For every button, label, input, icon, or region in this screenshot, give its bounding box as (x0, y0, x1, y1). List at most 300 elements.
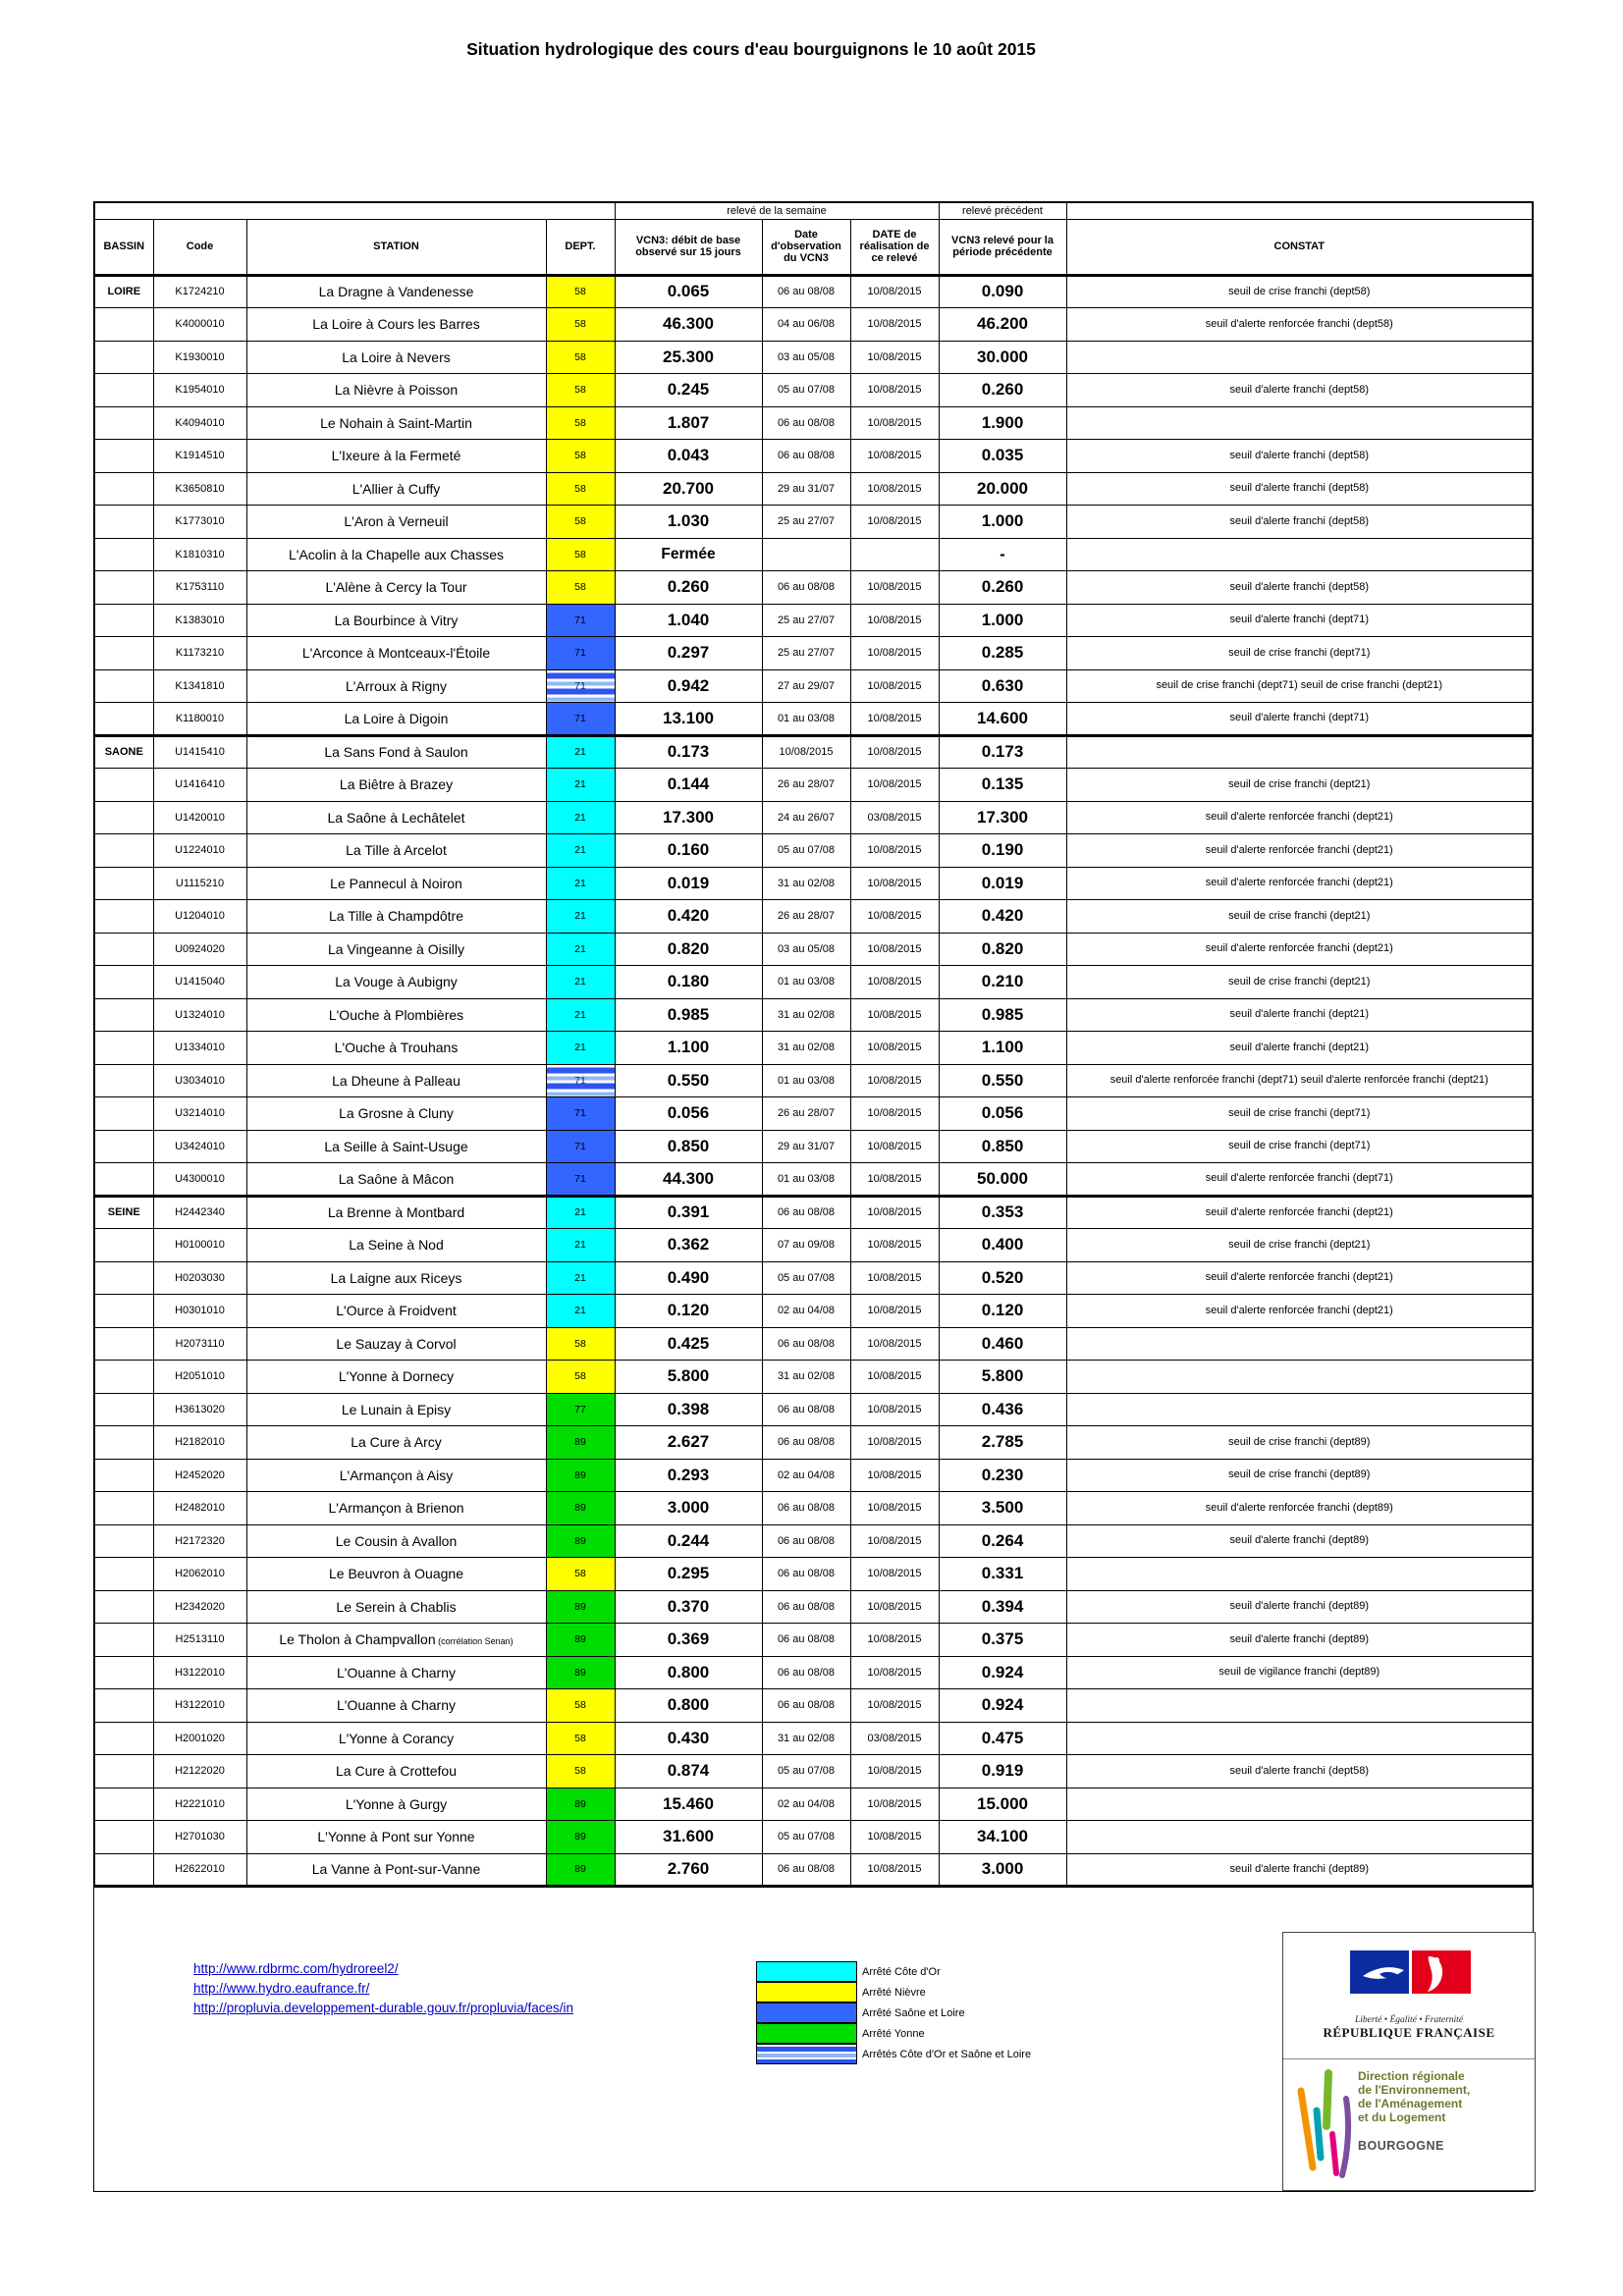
legend-swatch (756, 2023, 857, 2044)
date-real-cell: 10/08/2015 (850, 769, 939, 802)
table-row (94, 1064, 1533, 1097)
dept-cell: 21 (546, 966, 615, 999)
table-row (94, 1788, 1533, 1821)
table-row (94, 1524, 1533, 1558)
code-cell: U3214010 (153, 1097, 246, 1131)
dept-cell: 21 (546, 834, 615, 868)
vcn3-cell: 0.425 (615, 1327, 762, 1361)
dept-cell: 21 (546, 735, 615, 769)
code-cell: H3122010 (153, 1656, 246, 1689)
date-real-cell: 10/08/2015 (850, 966, 939, 999)
date-obs-cell: 06 au 08/08 (762, 1656, 850, 1689)
date-obs-cell: 01 au 03/08 (762, 1163, 850, 1197)
table-row (94, 1097, 1533, 1131)
legend-row (756, 1961, 1031, 1982)
constat-cell: seuil d'alerte renforcée franchi (dept58) (1066, 308, 1533, 342)
legend-swatch (756, 2002, 857, 2023)
vcn3-cell: 0.295 (615, 1558, 762, 1591)
station-cell: La Dheune à Palleau (246, 1064, 546, 1097)
table-row (94, 703, 1533, 736)
dept-cell: 21 (546, 1229, 615, 1262)
date-real-cell: 10/08/2015 (850, 1656, 939, 1689)
vcn3-cell: 0.800 (615, 1656, 762, 1689)
table-row (94, 1032, 1533, 1065)
bassin-cell (94, 867, 153, 900)
code-cell: H2122020 (153, 1755, 246, 1789)
dept-cell: 71 (546, 1130, 615, 1163)
station-cell: L'Aron à Verneuil (246, 506, 546, 539)
code-cell: H2172320 (153, 1524, 246, 1558)
date-obs-cell: 29 au 31/07 (762, 472, 850, 506)
code-cell: K4094010 (153, 406, 246, 440)
date-real-cell: 10/08/2015 (850, 703, 939, 736)
date-obs-cell: 06 au 08/08 (762, 1853, 850, 1887)
code-cell: U1204010 (153, 900, 246, 934)
dept-cell: 89 (546, 1624, 615, 1657)
bassin-cell (94, 1393, 153, 1426)
vcn3-cell: 0.019 (615, 867, 762, 900)
vcn3-prev-cell: 0.520 (939, 1261, 1066, 1295)
station-cell: La Loire à Digoin (246, 703, 546, 736)
date-real-cell: 10/08/2015 (850, 406, 939, 440)
station-cell: La Tille à Arcelot (246, 834, 546, 868)
vcn3-cell: Fermée (615, 538, 762, 571)
bassin-cell (94, 1689, 153, 1723)
dept-cell: 58 (546, 406, 615, 440)
vcn3-prev-cell: 34.100 (939, 1821, 1066, 1854)
code-cell: U1334010 (153, 1032, 246, 1065)
constat-cell: seuil de crise franchi (dept71) (1066, 1097, 1533, 1131)
logos-box (1282, 1932, 1536, 2191)
code-cell: H2062010 (153, 1558, 246, 1591)
legend-label: Arrêté Côte d'Or (862, 1965, 941, 1978)
date-obs-cell: 31 au 02/08 (762, 1722, 850, 1755)
date-real-cell: 10/08/2015 (850, 867, 939, 900)
table-row (94, 637, 1533, 670)
vcn3-prev-cell: 50.000 (939, 1163, 1066, 1197)
constat-cell: seuil de crise franchi (dept21) (1066, 769, 1533, 802)
table-row (94, 1459, 1533, 1492)
bassin-cell (94, 1590, 153, 1624)
bassin-cell (94, 1361, 153, 1394)
date-obs-cell: 03 au 05/08 (762, 341, 850, 374)
code-cell: H2051010 (153, 1361, 246, 1394)
dept-cell: 21 (546, 867, 615, 900)
vcn3-prev-cell: 0.120 (939, 1295, 1066, 1328)
bassin-cell (94, 1426, 153, 1460)
dept-cell: 89 (546, 1656, 615, 1689)
station-cell: L'Allier à Cuffy (246, 472, 546, 506)
dept-cell: 58 (546, 341, 615, 374)
table-row (94, 1853, 1533, 1887)
vcn3-prev-cell: 0.400 (939, 1229, 1066, 1262)
vcn3-cell: 3.000 (615, 1492, 762, 1525)
dept-cell: 71 (546, 1064, 615, 1097)
constat-cell: seuil d'alerte renforcée franchi (dept21) (1066, 834, 1533, 868)
date-obs-cell (762, 538, 850, 571)
dept-cell: 21 (546, 801, 615, 834)
date-obs-cell: 06 au 08/08 (762, 1524, 850, 1558)
header-constat: CONSTAT (1066, 219, 1533, 275)
vcn3-cell: 0.144 (615, 769, 762, 802)
station-cell: La Sans Fond à Saulon (246, 735, 546, 769)
station-cell: La Bourbince à Vitry (246, 604, 546, 637)
dreal-line: Direction régionale (1358, 2069, 1465, 2083)
vcn3-cell: 1.030 (615, 506, 762, 539)
date-obs-cell: 26 au 28/07 (762, 769, 850, 802)
date-obs-cell: 06 au 08/08 (762, 1426, 850, 1460)
bassin-cell (94, 900, 153, 934)
vcn3-prev-cell: - (939, 538, 1066, 571)
constat-cell: seuil d'alerte renforcée franchi (dept21) (1066, 1295, 1533, 1328)
vcn3-prev-cell: 0.230 (939, 1459, 1066, 1492)
vcn3-prev-cell: 1.100 (939, 1032, 1066, 1065)
table-row (94, 1624, 1533, 1657)
code-cell: K1930010 (153, 341, 246, 374)
date-real-cell: 10/08/2015 (850, 1261, 939, 1295)
bassin-cell (94, 933, 153, 966)
station-cell: La Saône à Mâcon (246, 1163, 546, 1197)
footer-link[interactable]: http://propluvia.developpement-durable.gouv.fr/propluvia/faces/in (193, 2001, 573, 2015)
date-obs-cell: 31 au 02/08 (762, 867, 850, 900)
date-real-cell: 10/08/2015 (850, 1624, 939, 1657)
date-obs-cell: 06 au 08/08 (762, 1689, 850, 1723)
dept-cell: 89 (546, 1426, 615, 1460)
bassin-cell (94, 341, 153, 374)
dept-cell: 58 (546, 1689, 615, 1723)
header-bassin: BASSIN (94, 219, 153, 275)
bassin-cell (94, 1064, 153, 1097)
constat-cell (1066, 1689, 1533, 1723)
date-real-cell: 10/08/2015 (850, 1130, 939, 1163)
constat-cell (1066, 1722, 1533, 1755)
table-row (94, 308, 1533, 342)
code-cell: U0924020 (153, 933, 246, 966)
constat-cell: seuil d'alerte renforcée franchi (dept89) (1066, 1492, 1533, 1525)
table-row (94, 867, 1533, 900)
date-obs-cell: 06 au 08/08 (762, 1590, 850, 1624)
vcn3-cell: 44.300 (615, 1163, 762, 1197)
table-row (94, 769, 1533, 802)
date-obs-cell: 06 au 08/08 (762, 1327, 850, 1361)
vcn3-prev-cell: 0.090 (939, 275, 1066, 308)
date-real-cell: 10/08/2015 (850, 637, 939, 670)
constat-cell (1066, 1788, 1533, 1821)
code-cell: K4000010 (153, 308, 246, 342)
vcn3-prev-cell: 0.331 (939, 1558, 1066, 1591)
code-cell: H2701030 (153, 1821, 246, 1854)
date-real-cell: 10/08/2015 (850, 1163, 939, 1197)
date-obs-cell: 01 au 03/08 (762, 1064, 850, 1097)
footer-link[interactable]: http://www.hydro.eaufrance.fr/ (193, 1981, 370, 1996)
date-real-cell: 10/08/2015 (850, 1492, 939, 1525)
date-obs-cell: 01 au 03/08 (762, 703, 850, 736)
vcn3-cell: 1.807 (615, 406, 762, 440)
code-cell: U1224010 (153, 834, 246, 868)
table-row (94, 801, 1533, 834)
bassin-cell (94, 538, 153, 571)
station-cell: Le Sauzay à Corvol (246, 1327, 546, 1361)
french-flag-icon (1335, 1950, 1483, 2015)
station-cell: La Brenne à Montbard (246, 1196, 546, 1229)
table-row (94, 1590, 1533, 1624)
vcn3-cell: 0.550 (615, 1064, 762, 1097)
vcn3-cell: 0.985 (615, 998, 762, 1032)
date-obs-cell: 10/08/2015 (762, 735, 850, 769)
date-obs-cell: 01 au 03/08 (762, 966, 850, 999)
table-row (94, 1130, 1533, 1163)
vcn3-prev-cell: 2.785 (939, 1426, 1066, 1460)
date-obs-cell: 04 au 06/08 (762, 308, 850, 342)
date-real-cell: 10/08/2015 (850, 1426, 939, 1460)
station-note: (corrélation Senan) (435, 1636, 514, 1647)
vcn3-cell: 17.300 (615, 801, 762, 834)
station-cell: Le Tholon à Champvallon (corrélation Senan) (246, 1624, 546, 1657)
dept-cell: 58 (546, 275, 615, 308)
vcn3-prev-cell: 0.850 (939, 1130, 1066, 1163)
vcn3-cell: 0.420 (615, 900, 762, 934)
date-obs-cell: 26 au 28/07 (762, 1097, 850, 1131)
bassin-cell (94, 1524, 153, 1558)
vcn3-prev-cell: 0.436 (939, 1393, 1066, 1426)
vcn3-prev-cell: 0.210 (939, 966, 1066, 999)
legend-row (756, 2002, 1031, 2023)
vcn3-cell: 0.850 (615, 1130, 762, 1163)
constat-cell (1066, 1821, 1533, 1854)
date-obs-cell: 31 au 02/08 (762, 998, 850, 1032)
bassin-cell (94, 571, 153, 605)
vcn3-prev-cell: 14.600 (939, 703, 1066, 736)
constat-cell: seuil d'alerte franchi (dept71) (1066, 703, 1533, 736)
date-obs-cell: 07 au 09/08 (762, 1229, 850, 1262)
constat-cell: seuil d'alerte franchi (dept58) (1066, 571, 1533, 605)
table-row (94, 900, 1533, 934)
dept-cell: 89 (546, 1524, 615, 1558)
date-real-cell: 10/08/2015 (850, 1689, 939, 1723)
bassin-cell (94, 1656, 153, 1689)
date-real-cell: 10/08/2015 (850, 472, 939, 506)
bassin-cell: SAONE (94, 735, 153, 769)
table-header-row (94, 219, 1533, 275)
vcn3-prev-cell: 1.000 (939, 604, 1066, 637)
footer-link[interactable]: http://www.rdbrmc.com/hydroreel2/ (193, 1961, 399, 1976)
dept-cell: 21 (546, 1295, 615, 1328)
date-real-cell (850, 538, 939, 571)
dept-cell: 21 (546, 933, 615, 966)
bassin-cell (94, 1492, 153, 1525)
station-cell: La Biêtre à Brazey (246, 769, 546, 802)
station-cell: La Vingeanne à Oisilly (246, 933, 546, 966)
header-vcn3-prev: VCN3 relevé pour la période précédente (939, 219, 1066, 275)
station-cell: La Saône à Lechâtelet (246, 801, 546, 834)
code-cell: H0100010 (153, 1229, 246, 1262)
table-row (94, 440, 1533, 473)
table-band-row (94, 202, 1533, 219)
code-cell: H2442340 (153, 1196, 246, 1229)
date-obs-cell: 31 au 02/08 (762, 1032, 850, 1065)
dept-cell: 89 (546, 1492, 615, 1525)
republique-francaise-logo (1283, 1933, 1535, 2059)
legend-swatch (756, 1961, 857, 1982)
bassin-cell (94, 703, 153, 736)
date-obs-cell: 05 au 07/08 (762, 1821, 850, 1854)
vcn3-prev-cell: 0.264 (939, 1524, 1066, 1558)
code-cell: K1914510 (153, 440, 246, 473)
legend-label: Arrêtés Côte d'Or et Saône et Loire (862, 2048, 1032, 2060)
code-cell: U4300010 (153, 1163, 246, 1197)
constat-cell: seuil d'alerte renforcée franchi (dept21) (1066, 1196, 1533, 1229)
constat-cell: seuil d'alerte franchi (dept58) (1066, 472, 1533, 506)
date-obs-cell: 31 au 02/08 (762, 1361, 850, 1394)
dept-cell: 71 (546, 604, 615, 637)
vcn3-prev-cell: 1.900 (939, 406, 1066, 440)
vcn3-prev-cell: 1.000 (939, 506, 1066, 539)
links-list (193, 1961, 573, 2015)
constat-cell: seuil de vigilance franchi (dept89) (1066, 1656, 1533, 1689)
table-row (94, 1393, 1533, 1426)
table-row (94, 374, 1533, 407)
date-obs-cell: 26 au 28/07 (762, 900, 850, 934)
date-obs-cell: 05 au 07/08 (762, 834, 850, 868)
vcn3-prev-cell: 0.394 (939, 1590, 1066, 1624)
table-row (94, 933, 1533, 966)
vcn3-prev-cell: 0.820 (939, 933, 1066, 966)
constat-cell (1066, 1558, 1533, 1591)
code-cell: U1415410 (153, 735, 246, 769)
table-row (94, 1196, 1533, 1229)
dept-cell: 71 (546, 703, 615, 736)
station-cell: La Seille à Saint-Usuge (246, 1130, 546, 1163)
station-cell: La Cure à Arcy (246, 1426, 546, 1460)
table-row (94, 472, 1533, 506)
station-cell: La Nièvre à Poisson (246, 374, 546, 407)
station-cell: L'Ouanne à Charny (246, 1689, 546, 1723)
bassin-cell: SEINE (94, 1196, 153, 1229)
station-cell: L'Yonne à Gurgy (246, 1788, 546, 1821)
constat-cell: seuil d'alerte renforcée franchi (dept21) (1066, 801, 1533, 834)
band-week-label: relevé de la semaine (615, 202, 939, 219)
code-cell: H2073110 (153, 1327, 246, 1361)
bassin-cell (94, 406, 153, 440)
date-real-cell: 10/08/2015 (850, 1361, 939, 1394)
date-real-cell: 10/08/2015 (850, 1524, 939, 1558)
dept-cell: 58 (546, 472, 615, 506)
constat-cell: seuil d'alerte renforcée franchi (dept71) seuil d'alerte renforcée franchi (dept21) (1066, 1064, 1533, 1097)
code-cell: U1416410 (153, 769, 246, 802)
dept-cell: 58 (546, 1558, 615, 1591)
table-row (94, 1163, 1533, 1197)
date-real-cell: 10/08/2015 (850, 998, 939, 1032)
dept-cell: 58 (546, 440, 615, 473)
code-cell: K1724210 (153, 275, 246, 308)
table-row (94, 1656, 1533, 1689)
vcn3-cell: 0.180 (615, 966, 762, 999)
code-cell: H2482010 (153, 1492, 246, 1525)
constat-cell (1066, 1361, 1533, 1394)
date-real-cell: 10/08/2015 (850, 308, 939, 342)
dept-color-legend (756, 1961, 1031, 2064)
dreal-region: BOURGOGNE (1358, 2138, 1444, 2153)
dept-cell: 58 (546, 1327, 615, 1361)
date-obs-cell: 25 au 27/07 (762, 604, 850, 637)
vcn3-cell: 0.362 (615, 1229, 762, 1262)
vcn3-cell: 13.100 (615, 703, 762, 736)
vcn3-prev-cell: 0.135 (939, 769, 1066, 802)
code-cell: U3424010 (153, 1130, 246, 1163)
dept-cell: 58 (546, 1722, 615, 1755)
constat-cell: seuil d'alerte renforcée franchi (dept21) (1066, 1261, 1533, 1295)
vcn3-cell: 0.260 (615, 571, 762, 605)
vcn3-cell: 0.043 (615, 440, 762, 473)
table-row (94, 275, 1533, 308)
dept-cell: 58 (546, 538, 615, 571)
legend-label: Arrêté Yonne (862, 2027, 925, 2040)
code-cell: H2452020 (153, 1459, 246, 1492)
dept-cell: 58 (546, 308, 615, 342)
header-date-real: DATE de réalisation de ce relevé (850, 219, 939, 275)
bassin-cell (94, 1722, 153, 1755)
bassin-cell (94, 604, 153, 637)
legend-row (756, 2023, 1031, 2044)
hydrology-table (93, 201, 1534, 1888)
date-obs-cell: 06 au 08/08 (762, 275, 850, 308)
date-obs-cell: 05 au 07/08 (762, 1261, 850, 1295)
date-real-cell: 10/08/2015 (850, 1788, 939, 1821)
table-row (94, 735, 1533, 769)
dept-cell: 21 (546, 998, 615, 1032)
date-real-cell: 03/08/2015 (850, 1722, 939, 1755)
dept-cell: 58 (546, 506, 615, 539)
bassin-cell (94, 637, 153, 670)
vcn3-prev-cell: 5.800 (939, 1361, 1066, 1394)
date-obs-cell: 06 au 08/08 (762, 1624, 850, 1657)
dept-cell: 21 (546, 1196, 615, 1229)
header-dept: DEPT. (546, 219, 615, 275)
bassin-cell (94, 1558, 153, 1591)
table-row (94, 538, 1533, 571)
dreal-line: et du Logement (1358, 2110, 1446, 2125)
date-real-cell: 10/08/2015 (850, 571, 939, 605)
band-empty-right (1066, 202, 1533, 219)
bassin-cell (94, 1853, 153, 1887)
table-row (94, 341, 1533, 374)
station-cell: La Tille à Champdôtre (246, 900, 546, 934)
station-cell: La Dragne à Vandenesse (246, 275, 546, 308)
vcn3-prev-cell: 0.550 (939, 1064, 1066, 1097)
station-cell: L'Yonne à Corancy (246, 1722, 546, 1755)
constat-cell: seuil de crise franchi (dept71) (1066, 637, 1533, 670)
rf-name: RÉPUBLIQUE FRANÇAISE (1323, 2025, 1495, 2040)
vcn3-cell: 0.160 (615, 834, 762, 868)
constat-cell: seuil de crise franchi (dept71) seuil de crise franchi (dept21) (1066, 669, 1533, 703)
bassin-cell (94, 1327, 153, 1361)
date-real-cell: 10/08/2015 (850, 1821, 939, 1854)
date-obs-cell: 25 au 27/07 (762, 637, 850, 670)
code-cell: U1415040 (153, 966, 246, 999)
station-cell: La Vouge à Aubigny (246, 966, 546, 999)
code-cell: H2001020 (153, 1722, 246, 1755)
legend-label: Arrêté Nièvre (862, 1986, 926, 1999)
date-obs-cell: 05 au 07/08 (762, 374, 850, 407)
date-real-cell: 10/08/2015 (850, 1064, 939, 1097)
bassin-cell (94, 1097, 153, 1131)
station-cell: Le Nohain à Saint-Martin (246, 406, 546, 440)
dept-cell: 58 (546, 1361, 615, 1394)
band-empty-left (94, 202, 615, 219)
constat-cell: seuil d'alerte renforcée franchi (dept21) (1066, 933, 1533, 966)
vcn3-prev-cell: 0.919 (939, 1755, 1066, 1789)
table-row (94, 669, 1533, 703)
